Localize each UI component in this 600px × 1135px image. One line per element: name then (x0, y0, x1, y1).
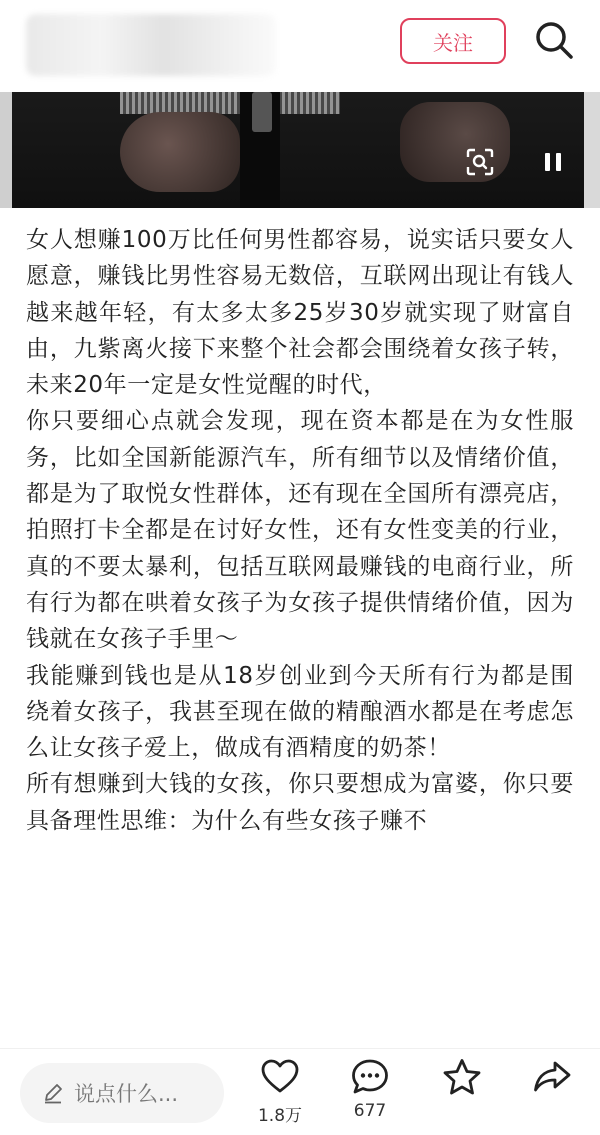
post-image[interactable] (0, 92, 600, 208)
share-button[interactable] (522, 1057, 582, 1097)
post-paragraph: 我能赚到钱也是从18岁创业到今天所有行为都是围绕着女孩子，我甚至现在做的精酿酒水都是在考虑怎么让女孩子爱上，做成有酒精度的奶茶！ (26, 662, 574, 762)
heart-icon (260, 1057, 300, 1097)
top-bar (0, 0, 600, 92)
comment-input[interactable] (20, 1063, 224, 1123)
comment-placeholder: 说点什么... (74, 1082, 179, 1106)
image-scan-button[interactable] (466, 148, 494, 176)
comment-button[interactable] (340, 1057, 400, 1121)
scan-icon (466, 148, 494, 176)
like-button[interactable] (250, 1057, 310, 1126)
like-count: 1.8万 (257, 1106, 303, 1126)
bottom-action-bar (0, 1048, 600, 1135)
pen-icon (42, 1082, 64, 1104)
star-icon (442, 1057, 482, 1097)
blurred-author-info (26, 14, 276, 76)
share-arrow-icon (532, 1057, 572, 1097)
comment-count: 677 (353, 1101, 387, 1121)
pause-icon (541, 150, 565, 174)
comment-bubble-icon (350, 1057, 390, 1097)
post-paragraph: 所有想赚到大钱的女孩，你只要想成为富婆，你只要具备理性思维：为什么有些女孩子赚不 (26, 771, 574, 834)
favorite-button[interactable] (432, 1057, 492, 1097)
post-body (26, 222, 574, 1048)
search-icon (532, 18, 576, 62)
follow-button[interactable]: 关注 (400, 18, 506, 64)
search-button[interactable] (532, 18, 576, 62)
pause-button[interactable] (541, 150, 565, 174)
post-paragraph: 你只要细心点就会发现，现在资本都是在为女性服务，比如全国新能源汽车，所有细节以及情绪价值，都是为了取悦女性群体，还有现在全国所有漂亮店，拍照打卡全都是在讨好女性，还有女性变美的行业，真的不要太暴利，包括互联网最赚钱的电商行业，所有行为都在哄着女孩子为女孩子提供情绪价值，因为钱就在女孩子手里～ (26, 408, 574, 653)
post-paragraph: 女人想赚100万比任何男性都容易，说实话只要女人愿意，赚钱比男性容易无数倍，互联网出现让有钱人越来越年轻，有太多太多25岁30岁就实现了财富自由，九紫离火接下来整个社会都会围绕着女孩子转，未来20年一定是女性觉醒的时代， (26, 227, 574, 399)
